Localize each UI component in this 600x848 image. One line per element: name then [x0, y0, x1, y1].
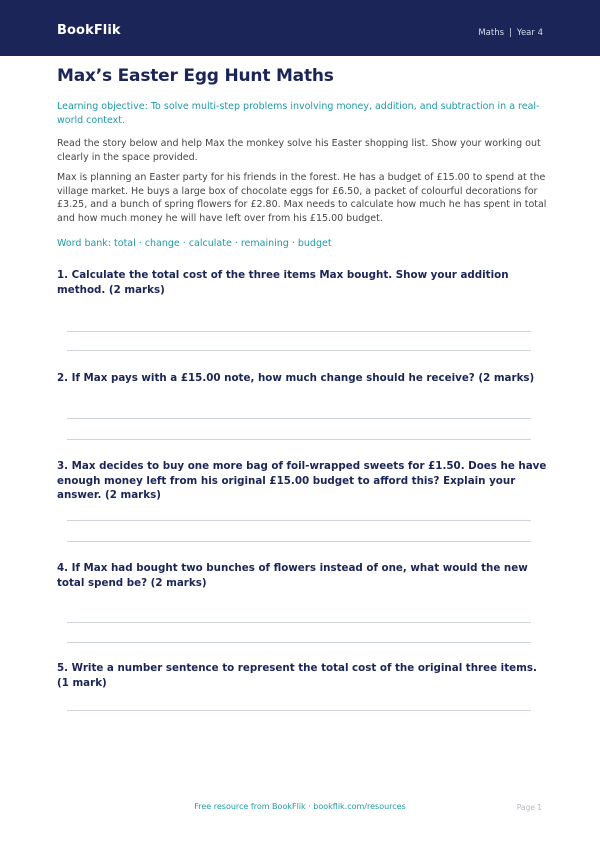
question-3: 3. Max decides to buy one more bag of foil-wrapped sweets for £1.50. Does he have enough money left from his original £15.00 budget to afford this? Explain your answer. (2 marks)	[57, 460, 547, 501]
intro-text: Read the story below and help Max the monkey solve his Easter shopping list. Show your working out clearly in the space provided.	[57, 138, 541, 163]
page-number: Page 1	[516, 803, 542, 812]
question-2: 2. If Max pays with a £15.00 note, how much change should he receive? (2 marks)	[57, 372, 535, 384]
answer-line[interactable]	[67, 350, 531, 351]
year-label: Year 4	[516, 28, 543, 38]
answer-line[interactable]	[67, 710, 531, 711]
answer-line[interactable]	[67, 439, 531, 440]
header-bar	[0, 0, 600, 56]
subject-label: Maths	[478, 28, 505, 38]
meta-separator: |	[509, 28, 512, 38]
question-5: 5. Write a number sentence to represent the total cost of the original three items. (1 mark)	[57, 662, 537, 689]
footer-credit: Free resource from BookFlik · bookflik.com/resources	[194, 802, 406, 811]
page-title: Max’s Easter Egg Hunt Maths	[57, 66, 334, 86]
learning-objective: Learning objective: To solve multi-step problems involving money, addition, and subtraction in a real-world context.	[57, 101, 540, 126]
answer-line[interactable]	[67, 418, 531, 419]
brand-logo-text: BookFlik	[57, 23, 121, 38]
subject-year-label	[478, 28, 543, 38]
word-bank: Word bank: total · change · calculate · remaining · budget	[57, 238, 332, 249]
story-text: Max is planning an Easter party for his friends in the forest. He has a budget of £15.00 to spend at the village market. He buys a large box of chocolate eggs for £6.50, a packet of colourful decorations for £3.25, and a bunch of spring flowers for £2.80. Max needs to calculate how much he has spent in total and how much money he will have left over from his £15.00 budget.	[57, 172, 547, 224]
answer-line[interactable]	[67, 622, 531, 623]
answer-line[interactable]	[67, 642, 531, 643]
answer-line[interactable]	[67, 331, 531, 332]
answer-line[interactable]	[67, 520, 531, 521]
question-1: 1. Calculate the total cost of the three items Max bought. Show your addition method. (2 marks)	[57, 269, 509, 296]
question-4: 4. If Max had bought two bunches of flowers instead of one, what would the new total spend be? (2 marks)	[57, 562, 528, 589]
answer-line[interactable]	[67, 541, 531, 542]
